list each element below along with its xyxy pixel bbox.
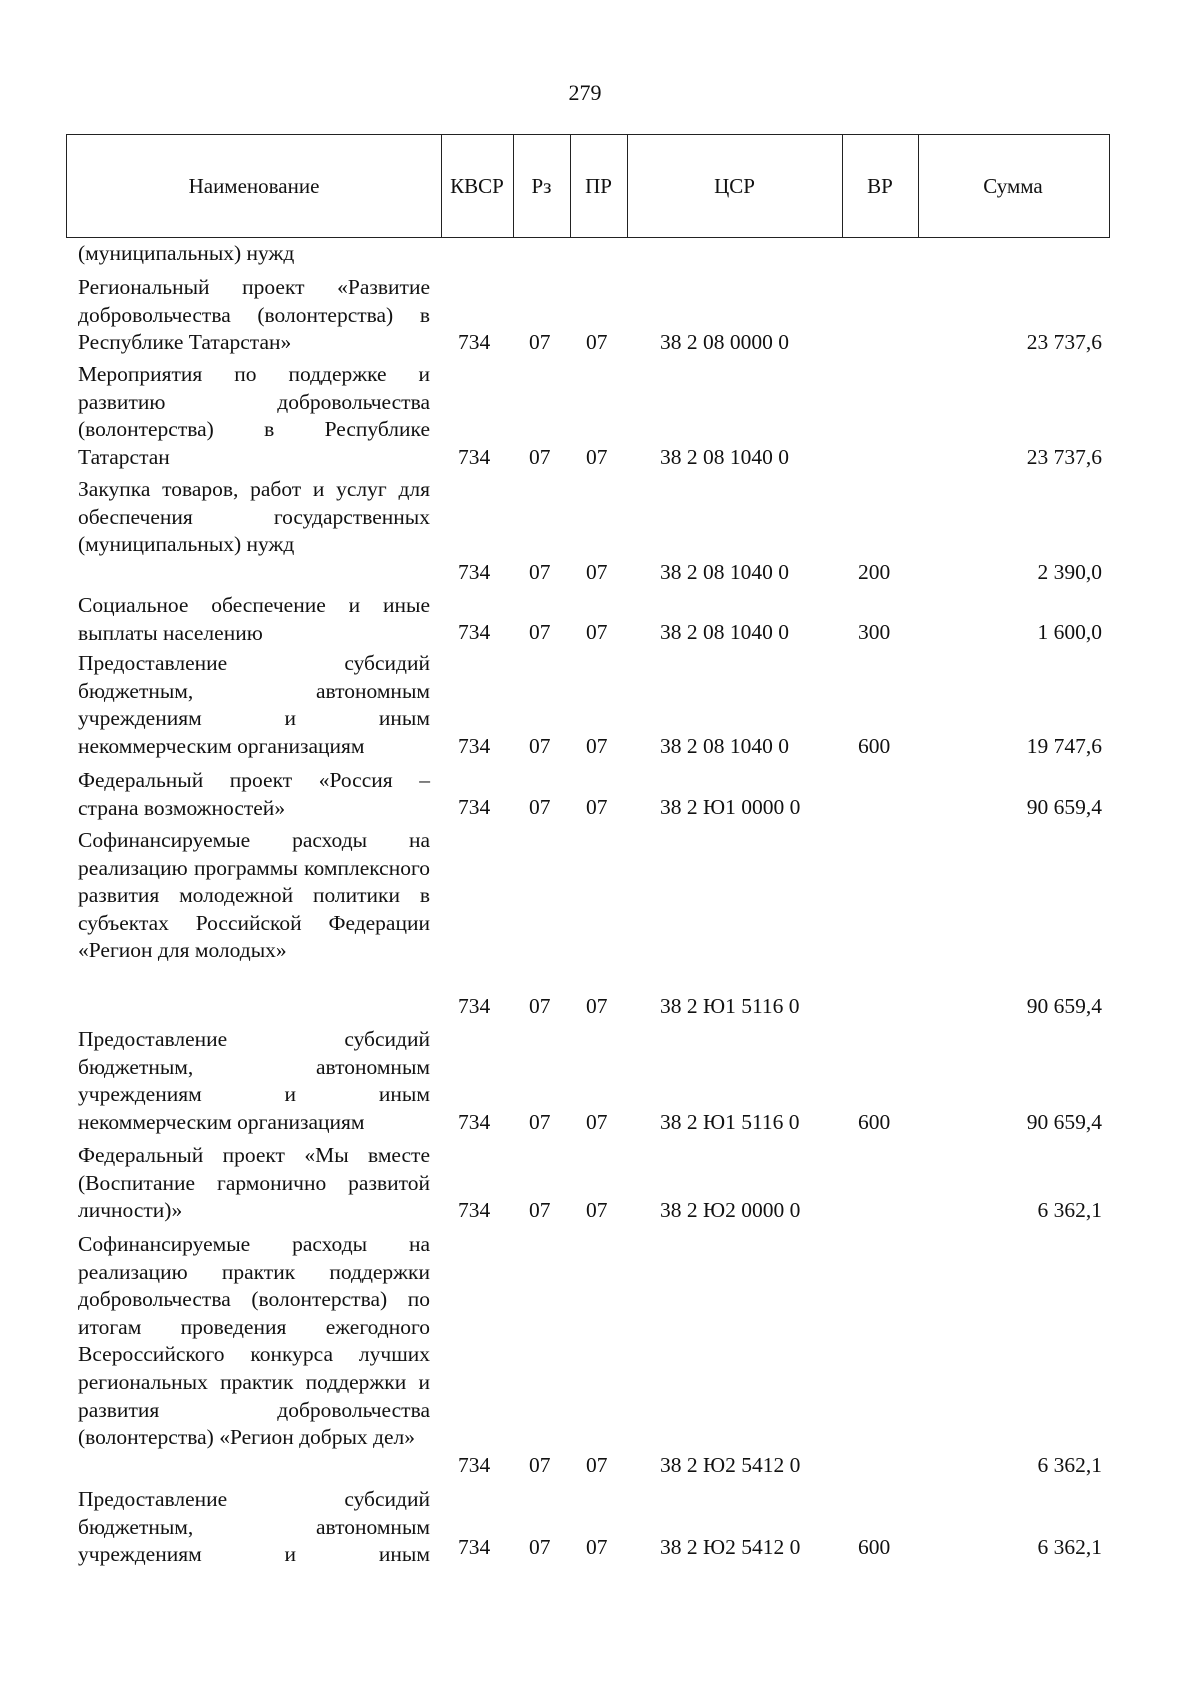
- row-pr: 07: [586, 1453, 608, 1477]
- row-csr: 38 2 Ю1 5116 0: [660, 994, 800, 1018]
- row-kvsr: 734: [458, 734, 491, 758]
- row-kvsr: 734: [458, 1198, 491, 1222]
- row-csr: 38 2 08 1040 0: [660, 560, 789, 584]
- row-name: Софинансируемые расходы на реализацию программы комплексного развития молодежной политики в субъектах Российской Федерации «Регион для молодых»: [78, 828, 430, 963]
- row-sum: 6 362,1: [1037, 1198, 1102, 1222]
- row-rz: 07: [529, 1535, 551, 1559]
- row-csr: 38 2 08 1040 0: [660, 734, 789, 758]
- header-vr: ВР: [867, 173, 893, 198]
- row-pr: 07: [586, 1198, 608, 1222]
- row-pr: 07: [586, 1110, 608, 1134]
- row-sum: 6 362,1: [1037, 1453, 1102, 1477]
- row-sum: 2 390,0: [1037, 560, 1102, 584]
- row-pr: 07: [586, 734, 608, 758]
- row-name: Федеральный проект «Мы вместе (Воспитание гармонично развитой личности)»: [78, 1143, 430, 1223]
- row-rz: 07: [529, 734, 551, 758]
- header-pr: ПР: [585, 173, 612, 198]
- row-name: Региональный проект «Развитие добровольчества (волонтерства) в Республике Татарстан»: [78, 275, 430, 355]
- row-sum: 23 737,6: [1026, 445, 1102, 469]
- row-kvsr: 734: [458, 994, 491, 1018]
- row-csr: 38 2 08 0000 0: [660, 330, 789, 354]
- row-sum: 90 659,4: [1026, 1110, 1102, 1134]
- row-pr: 07: [586, 330, 608, 354]
- row-sum: 6 362,1: [1037, 1535, 1102, 1559]
- page-number: 279: [568, 80, 602, 105]
- row-vr: 200: [858, 560, 891, 584]
- row-rz: 07: [529, 994, 551, 1018]
- row-vr: 600: [858, 734, 891, 758]
- row-rz: 07: [529, 560, 551, 584]
- row-sum: 19 747,6: [1026, 734, 1102, 758]
- row-kvsr: 734: [458, 1110, 491, 1134]
- row-name: Мероприятия по поддержке и развитию добровольчества (волонтерства) в Республике Татарстан: [78, 362, 430, 469]
- row-name: Предоставление субсидий бюджетным, автономным учреждениям и иным некоммерческим организациям: [78, 651, 430, 758]
- row-csr: 38 2 Ю2 5412 0: [660, 1535, 801, 1559]
- row-sum: 1 600,0: [1037, 620, 1102, 644]
- row-pr: 07: [586, 560, 608, 584]
- row-sum: 23 737,6: [1026, 330, 1102, 354]
- row-csr: 38 2 08 1040 0: [660, 445, 789, 469]
- row-csr: 38 2 08 1040 0: [660, 620, 789, 644]
- row-kvsr: 734: [458, 560, 491, 584]
- row-rz: 07: [529, 1110, 551, 1134]
- row-name: Предоставление субсидий бюджетным, автономным учреждениям и иным некоммерческим организациям: [78, 1027, 430, 1134]
- row-kvsr: 734: [458, 620, 491, 644]
- row-name: Федеральный проект «Россия – страна возможностей»: [78, 768, 430, 820]
- row-vr: 600: [858, 1110, 891, 1134]
- row-pr: 07: [586, 994, 608, 1018]
- row-name: Социальное обеспечение и иные выплаты населению: [78, 593, 430, 645]
- row-name: Закупка товаров, работ и услуг для обеспечения государственных (муниципальных) нужд: [78, 477, 430, 557]
- row-kvsr: 734: [458, 1535, 491, 1559]
- header-name: Наименование: [188, 173, 320, 198]
- row-kvsr: 734: [458, 445, 491, 469]
- row-pr: 07: [586, 1535, 608, 1559]
- header-csr: ЦСР: [714, 173, 755, 198]
- row-rz: 07: [529, 1453, 551, 1477]
- row-csr: 38 2 Ю2 5412 0: [660, 1453, 801, 1477]
- header-sum: Сумма: [983, 173, 1043, 198]
- row-rz: 07: [529, 445, 551, 469]
- row-kvsr: 734: [458, 1453, 491, 1477]
- row-pr: 07: [586, 620, 608, 644]
- row-vr: 600: [858, 1535, 891, 1559]
- row-rz: 07: [529, 1198, 551, 1222]
- row-name: Предоставление субсидий бюджетным, автономным учреждениям и иным: [78, 1487, 430, 1567]
- row-pr: 07: [586, 445, 608, 469]
- row-csr: 38 2 Ю1 5116 0: [660, 1110, 800, 1134]
- row-vr: 300: [858, 620, 891, 644]
- row-kvsr: 734: [458, 330, 491, 354]
- header-kvsr: КВСР: [450, 173, 504, 198]
- row-sum: 90 659,4: [1026, 994, 1102, 1018]
- row-pr: 07: [586, 795, 608, 819]
- row-csr: 38 2 Ю1 0000 0: [660, 795, 801, 819]
- row-name: (муниципальных) нужд: [78, 241, 295, 265]
- row-rz: 07: [529, 620, 551, 644]
- row-rz: 07: [529, 795, 551, 819]
- row-rz: 07: [529, 330, 551, 354]
- row-kvsr: 734: [458, 795, 491, 819]
- header-rz: Рз: [531, 173, 552, 198]
- row-csr: 38 2 Ю2 0000 0: [660, 1198, 801, 1222]
- row-sum: 90 659,4: [1026, 795, 1102, 819]
- row-name: Софинансируемые расходы на реализацию практик поддержки добровольчества (волонтерства) по итогам проведения ежегодного Всероссийского конкурса лучших региональных практик поддержки и развития добровольчества (волонтерства) «Регион добрых дел»: [78, 1232, 430, 1450]
